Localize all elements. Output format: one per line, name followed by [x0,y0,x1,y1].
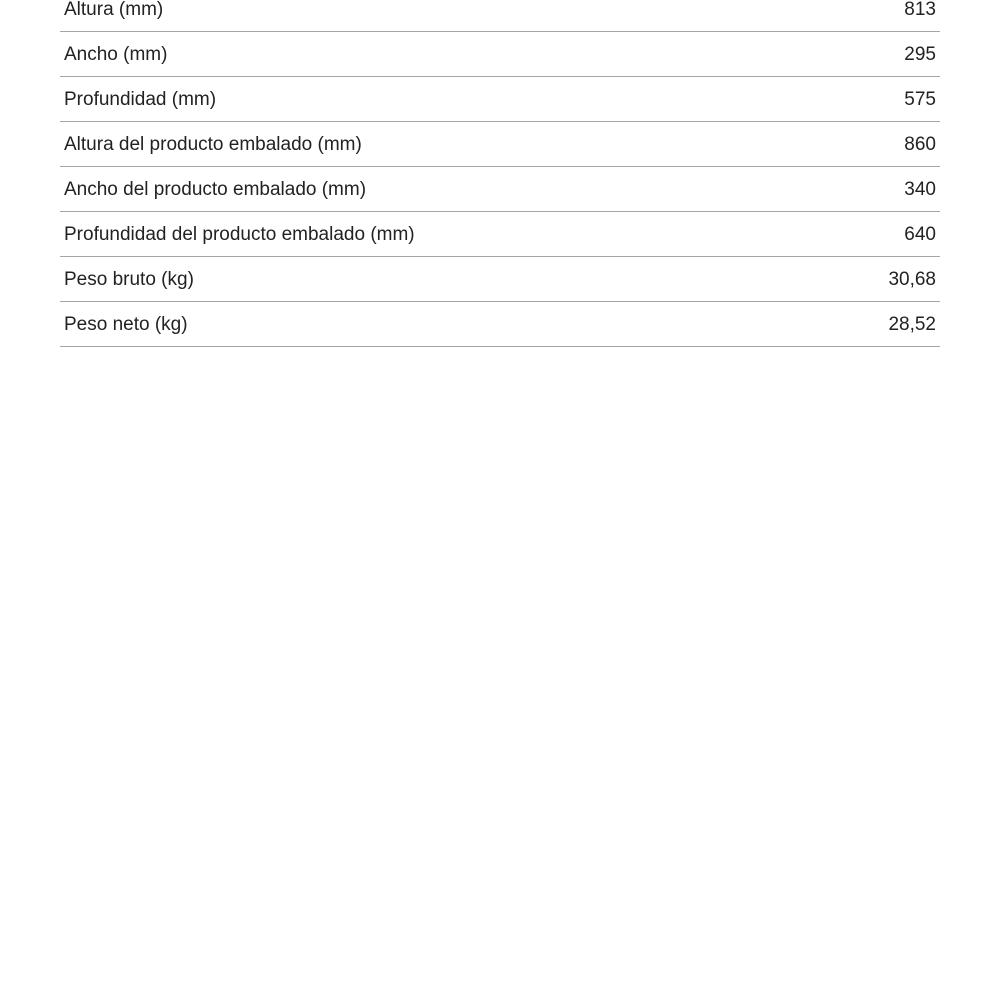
spec-label: Peso neto (kg) [64,313,188,335]
spec-row-height [60,0,940,32]
spec-value: 640 [904,223,936,245]
spec-label: Peso bruto (kg) [64,268,194,290]
spec-row-packed-width [60,167,940,212]
spec-label: Profundidad del producto embalado (mm) [64,223,415,245]
spec-value: 30,68 [888,268,936,290]
spec-label: Ancho del producto embalado (mm) [64,178,367,200]
spec-row-net-weight [60,302,940,347]
spec-value: 813 [904,0,936,20]
spec-table [60,0,940,347]
spec-row-width [60,32,940,77]
spec-value: 340 [904,178,936,200]
spec-label: Ancho (mm) [64,43,168,65]
spec-value: 295 [904,43,936,65]
spec-value: 575 [904,88,936,110]
spec-row-depth [60,77,940,122]
spec-row-gross-weight [60,257,940,302]
spec-value: 860 [904,133,936,155]
spec-value: 28,52 [888,313,936,335]
spec-label: Altura del producto embalado (mm) [64,133,362,155]
spec-label: Altura (mm) [64,0,164,20]
spec-row-packed-depth [60,212,940,257]
spec-label: Profundidad (mm) [64,88,217,110]
spec-row-packed-height [60,122,940,167]
